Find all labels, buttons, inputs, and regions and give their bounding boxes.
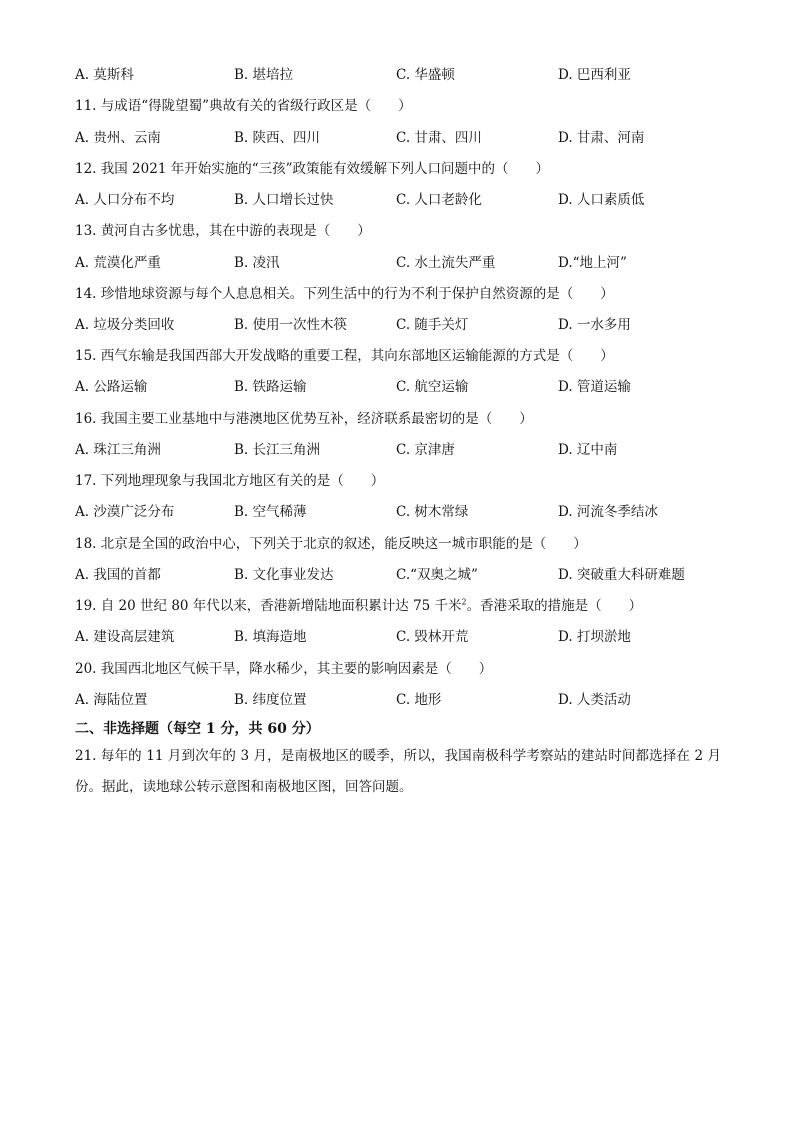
q16-options bbox=[75, 441, 735, 459]
q13-option-b: B. 凌汛 bbox=[234, 255, 280, 271]
q12-stem: 12. 我国 2021 年开始实施的“三孩”政策能有效缓解下列人口问题中的（ ） bbox=[75, 161, 550, 177]
q12-options bbox=[75, 191, 735, 209]
q10-option-d: D. 巴西利亚 bbox=[558, 67, 631, 83]
q10-options bbox=[75, 66, 735, 84]
q11-option-d: D. 甘肃、河南 bbox=[558, 130, 645, 146]
q17-option-d: D. 河流冬季结冰 bbox=[558, 504, 658, 520]
q17-options bbox=[75, 503, 735, 521]
q11-stem: 11. 与成语“得陇望蜀”典故有关的省级行政区是（ ） bbox=[75, 98, 412, 114]
q18-option-d: D. 突破重大科研难题 bbox=[558, 567, 685, 583]
q18-option-b: B. 文化事业发达 bbox=[234, 567, 334, 583]
q14-option-c: C. 随手关灯 bbox=[396, 317, 469, 333]
q15-option-a: A. 公路运输 bbox=[75, 379, 148, 395]
q18-option-a: A. 我国的首都 bbox=[75, 567, 161, 583]
q20-option-b: B. 纬度位置 bbox=[234, 692, 307, 708]
q14-options bbox=[75, 316, 735, 334]
q12-option-a: A. 人口分布不均 bbox=[75, 192, 175, 208]
q12-option-d: D. 人口素质低 bbox=[558, 192, 645, 208]
q19-stem-text: 19. 自 20 世纪 80 年代以来，香港新增陆地面积累计达 75 千米 bbox=[75, 598, 462, 614]
q20-option-d: D. 人类活动 bbox=[558, 692, 631, 708]
q16-option-c: C. 京津唐 bbox=[396, 442, 455, 458]
q10-option-c: C. 华盛顿 bbox=[396, 67, 455, 83]
q16-option-d: D. 辽中南 bbox=[558, 442, 618, 458]
q20-option-c: C. 地形 bbox=[396, 692, 442, 708]
q11-option-c: C. 甘肃、四川 bbox=[396, 130, 482, 146]
q17-option-c: C. 树木常绿 bbox=[396, 504, 469, 520]
q20-options bbox=[75, 691, 735, 709]
q19-option-a: A. 建设高层建筑 bbox=[75, 629, 175, 645]
q15-stem: 15. 西气东输是我国西部大开发战略的重要工程，其向东部地区运输能源的方式是（ ） bbox=[75, 348, 614, 364]
q19-option-d: D. 打坝淤地 bbox=[558, 629, 631, 645]
q16-option-b: B. 长江三角洲 bbox=[234, 442, 321, 458]
q16-option-a: A. 珠江三角洲 bbox=[75, 442, 161, 458]
q15-options bbox=[75, 378, 735, 396]
q10-option-a: A. 莫斯科 bbox=[75, 67, 134, 83]
q15-option-d: D. 管道运输 bbox=[558, 379, 631, 395]
q14-option-a: A. 垃圾分类回收 bbox=[75, 317, 175, 333]
q16-stem: 16. 我国主要工业基地中与港澳地区优势互补，经济联系最密切的是（ ） bbox=[75, 411, 533, 427]
q13-option-a: A. 荒漠化严重 bbox=[75, 255, 161, 271]
q10-option-b: B. 堪培拉 bbox=[234, 67, 294, 83]
q17-stem: 17. 下列地理现象与我国北方地区有关的是（ ） bbox=[75, 473, 385, 489]
q19-option-c: C. 毁林开荒 bbox=[396, 629, 469, 645]
q14-option-d: D. 一水多用 bbox=[558, 317, 631, 333]
q12-option-b: B. 人口增长过快 bbox=[234, 192, 334, 208]
q18-option-c: C.“双奥之城” bbox=[396, 567, 478, 583]
q19-stem-tail: 。香港采取的措施是（ ） bbox=[466, 598, 643, 614]
q14-option-b: B. 使用一次性木筷 bbox=[234, 317, 348, 333]
q13-option-c: C. 水土流失严重 bbox=[396, 255, 496, 271]
q19-stem bbox=[75, 597, 642, 615]
q13-stem: 13. 黄河自古多忧患，其在中游的表现是（ ） bbox=[75, 223, 371, 239]
q20-option-a: A. 海陆位置 bbox=[75, 692, 148, 708]
q17-option-b: B. 空气稀薄 bbox=[234, 504, 307, 520]
section-title: 二、非选择题（每空 1 分，共 60 分） bbox=[75, 721, 320, 737]
q11-option-a: A. 贵州、云南 bbox=[75, 130, 161, 146]
q19-options bbox=[75, 628, 735, 646]
q12-option-c: C. 人口老龄化 bbox=[396, 192, 482, 208]
q20-stem: 20. 我国西北地区气候干旱，降水稀少，其主要的影响因素是（ ） bbox=[75, 661, 493, 677]
q19-option-b: B. 填海造地 bbox=[234, 629, 307, 645]
q18-stem: 18. 北京是全国的政治中心，下列关于北京的叙述，能反映这一城市职能的是（ ） bbox=[75, 536, 587, 552]
q19-unit-superscript: 2 bbox=[461, 597, 467, 607]
q15-option-b: B. 铁路运输 bbox=[234, 379, 307, 395]
q14-stem: 14. 珍惜地球资源与每个人息息相关。下列生活中的行为不利于保护自然资源的是（ ） bbox=[75, 286, 614, 302]
q11-option-b: B. 陕西、四川 bbox=[234, 130, 321, 146]
q15-option-c: C. 航空运输 bbox=[396, 379, 469, 395]
q11-options bbox=[75, 129, 735, 147]
q13-options bbox=[75, 254, 735, 272]
q13-option-d: D.“地上河” bbox=[558, 255, 627, 271]
q18-options bbox=[75, 566, 735, 584]
q21-paragraph: 21. 每年的 11 月到次年的 3 月，是南极地区的暖季，所以，我国南极科学考察站的建站时间都选择在 2 月份。据此，读地球公转示意图和南极地区图，回答问题。 bbox=[75, 748, 721, 795]
q17-option-a: A. 沙漠广泛分布 bbox=[75, 504, 175, 520]
